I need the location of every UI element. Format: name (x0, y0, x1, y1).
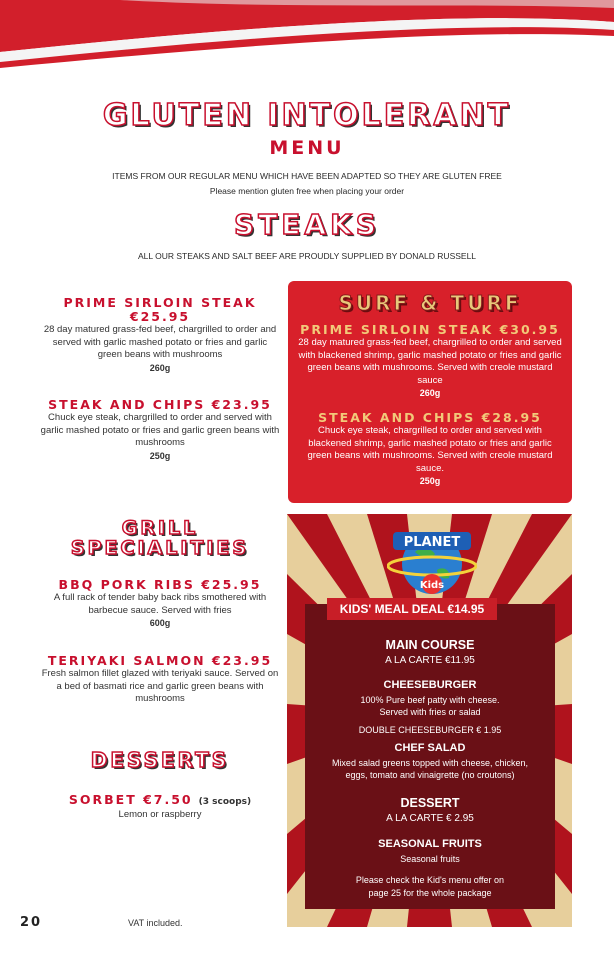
page-number: 20 (20, 915, 43, 930)
item-name: PRIME SIRLOIN STEAK €25.95 (63, 295, 257, 324)
kids-cheeseburger-desc-2: Served with fries or salad (379, 707, 481, 717)
kids-seasonal-fruits-desc: Seasonal fruits (400, 854, 460, 864)
item-name: TERIYAKI SALMON €23.95 (47, 653, 273, 668)
steaks-supplier-note: ALL OUR STEAKS AND SALT BEEF ARE PROUDLY SUPPLIED BY DONALD RUSSELL (137, 251, 477, 261)
item-weight: 600g (149, 618, 171, 628)
planet-kids-logo (387, 522, 477, 602)
kids-seasonal-fruits-heading: SEASONAL FRUITS (378, 838, 482, 850)
kids-cheeseburger-heading: CHEESEBURGER (383, 679, 477, 691)
desserts-heading: DESSERTS (90, 748, 230, 772)
item-description: Chuck eye steak, chargrilled to order and served with blackened shrimp, garlic mashed potato or fries and garlic green beans with mushrooms. Served with creole mustard sauce. (307, 425, 553, 474)
menu-item-steak-and-chips (40, 398, 280, 462)
item-weight: 260g (419, 388, 441, 398)
item-name: SORBET €7.50 (68, 792, 193, 807)
kids-chef-salad-desc-1: Mixed salad greens topped with cheese, chicken, (331, 758, 529, 768)
logo-text-planet: PLANET (403, 535, 461, 550)
kids-dessert-heading: DESSERT (400, 796, 460, 810)
kids-main-course-price: A LA CARTE €11.95 (385, 655, 475, 666)
menu-item-surf-steak-and-chips (298, 411, 562, 487)
item-weight: 260g (149, 362, 171, 373)
surf-and-turf-heading: SURF & TURF (338, 291, 522, 315)
item-weight: 250g (419, 476, 441, 486)
kids-cheeseburger-desc-1: 100% Pure beef patty with cheese. (360, 695, 500, 705)
menu-title: GLUTEN INTOLERANT (102, 98, 512, 133)
kids-dessert-price: A LA CARTE € 2.95 (386, 813, 474, 824)
item-weight: 250g (149, 450, 171, 461)
item-name: STEAK AND CHIPS €28.95 (318, 410, 542, 425)
item-name: STEAK AND CHIPS €23.95 (48, 397, 272, 412)
kids-note-line-2: page 25 for the whole package (368, 888, 492, 898)
intro-note: Please mention gluten free when placing your order (209, 186, 405, 196)
grill-heading-line2: SPECIALITIES (70, 537, 250, 559)
kids-main-course-heading: MAIN COURSE (385, 638, 475, 652)
item-portion-note: (3 scoops) (198, 797, 252, 807)
surf-and-turf-panel (288, 281, 572, 503)
logo-text-kids: Kids (419, 580, 445, 591)
menu-item-surf-prime-sirloin (298, 323, 562, 399)
kids-chef-salad-heading: CHEF SALAD (394, 742, 466, 754)
kids-note-line-1: Please check the Kid's menu offer on (355, 875, 505, 885)
vat-note: VAT included. (128, 918, 183, 928)
menu-item-teriyaki-salmon (40, 654, 280, 706)
item-name: BBQ PORK RIBS €25.95 (58, 577, 262, 592)
item-description: Chuck eye steak, chargrilled to order and served with garlic mashed potato or fries and garlic green beans with mushrooms (40, 412, 280, 448)
item-name: PRIME SIRLOIN STEAK €30.95 (300, 322, 560, 337)
menu-item-bbq-pork-ribs (40, 578, 280, 629)
decorative-banner (0, 0, 614, 70)
menu-item-sorbet (40, 793, 280, 822)
kids-deal-banner: KIDS' MEAL DEAL €14.95 (327, 598, 497, 620)
kids-double-cheeseburger: DOUBLE CHEESEBURGER € 1.95 (358, 725, 502, 735)
steaks-heading: STEAKS (234, 208, 380, 241)
item-description: Fresh salmon fillet glazed with teriyaki sauce. Served on a bed of basmati rice and garlic green beans with mushrooms (41, 668, 279, 704)
item-name-row (40, 793, 280, 809)
grill-heading-line1: GRILL (121, 517, 199, 539)
item-description: 28 day matured grass-fed beef, chargrilled to order and served with garlic mashed potato or fries and garlic green beans with mushrooms (43, 324, 277, 360)
kids-meal-deal-panel (287, 514, 572, 927)
grill-specialities-heading (40, 518, 280, 558)
item-description: Lemon or raspberry (118, 809, 202, 820)
menu-item-prime-sirloin (40, 296, 280, 374)
menu-subtitle: MENU (269, 137, 345, 159)
item-description: A full rack of tender baby back ribs smothered with barbecue sauce. Served with fries (53, 592, 267, 616)
kids-chef-salad-desc-2: eggs, tomato and vinaigrette (no croutons) (345, 770, 515, 780)
item-description: 28 day matured grass-fed beef, chargrilled to order and served with blackened shrimp, garlic mashed potato or fries and garlic green beans with mushrooms. Served with creole mustard sauce (298, 337, 562, 386)
intro-text: ITEMS FROM OUR REGULAR MENU WHICH HAVE BEEN ADAPTED SO THEY ARE GLUTEN FREE (112, 171, 502, 181)
